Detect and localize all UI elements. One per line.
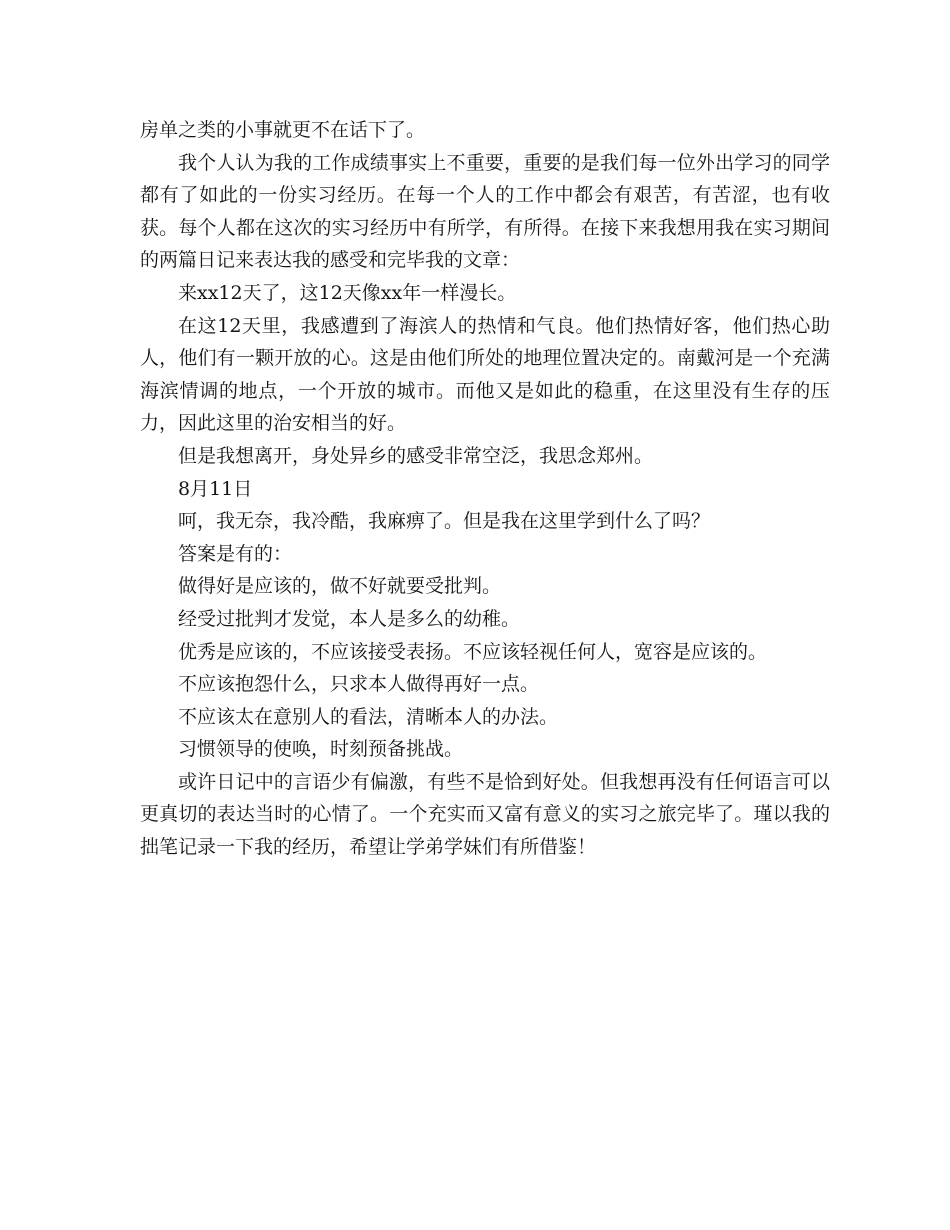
paragraph: 答案是有的：: [178, 542, 293, 565]
paragraph: 或许日记中的言语少有偏激，有些不是恰到好处。但我想再没有任何语言可以更真切的表达当时的心情了。一个充实而又富有意义的实习之旅完毕了。瑾以我的拙笔记录一下我的经历，希望让学弟学妹们有所借鉴！: [140, 770, 830, 859]
paragraph: 在这12天里，我感遭到了海滨人的热情和气良。他们热情好客，他们热心助人，他们有一颗开放的心。这是由他们所处的地理位置决定的。南戴河是一个充满海滨情调的地点，一个开放的城市。而他又是如此的稳重，在这里没有生存的压力，因此这里的治安相当的好。: [140, 314, 830, 435]
paragraph: 来xx12天了，这12天像xx年一样漫长。: [178, 281, 517, 304]
paragraph: 我个人认为我的工作成绩事实上不重要，重要的是我们每一位外出学习的同学都有了如此的一份实习经历。在每一个人的工作中都会有艰苦，有苦涩，也有收获。每个人都在这次的实习经历中有所学，有所得。在接下来我想用我在实习期间的两篇日记来表达我的感受和完毕我的文章：: [140, 151, 830, 272]
paragraph: 呵，我无奈，我冷酷，我麻痹了。但是我在这里学到什么了吗？: [178, 510, 711, 533]
paragraph: 优秀是应该的，不应该接受表扬。不应该轻视任何人，宽容是应该的。: [178, 640, 768, 663]
paragraph: 房单之类的小事就更不在话下了。: [140, 119, 426, 141]
paragraph: 做得好是应该的，做不好就要受批判。: [178, 575, 502, 598]
paragraph: 但是我想离开，身处异乡的感受非常空泛，我思念郑州。: [178, 444, 654, 467]
document-body: [140, 114, 830, 864]
diary-date: 8月11日: [178, 477, 253, 500]
paragraph: 不应该太在意别人的看法，清晰本人的办法。: [178, 705, 559, 728]
paragraph: 经受过批判才发觉，本人是多么的幼稚。: [178, 607, 521, 630]
paragraph: 习惯领导的使唤，时刻预备挑战。: [178, 738, 464, 761]
paragraph: 不应该抱怨什么，只求本人做得再好一点。: [178, 673, 540, 696]
